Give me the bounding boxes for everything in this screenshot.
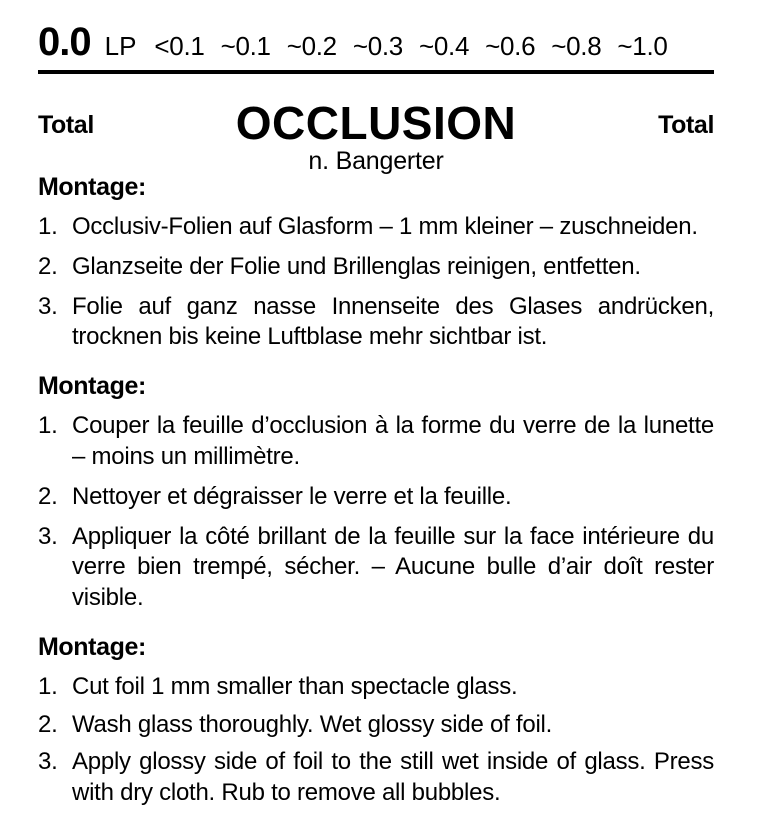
step-number: 2. (38, 710, 58, 738)
scale-value: ~0.6 (485, 31, 536, 61)
list-item (38, 522, 714, 614)
step-text: Couper la feuille d’occlusion à la forme du verre de la lunette – moins un millimètre. (72, 412, 714, 471)
title-band (38, 97, 714, 175)
section-heading: Montage: (38, 372, 146, 401)
instruction-section-german (38, 172, 714, 353)
step-number: 2. (38, 252, 58, 280)
step-number: 3. (38, 522, 58, 550)
step-text: Folie auf ganz nasse Innenseite des Glases andrücken, trocknen bis keine Luftblase mehr sichtbar ist. (72, 292, 714, 351)
list-item (38, 212, 714, 243)
scale-lp-label: LP (104, 31, 137, 61)
section-heading: Montage: (38, 632, 146, 661)
step-number: 1. (38, 672, 58, 700)
step-list (38, 672, 714, 809)
list-item (38, 411, 714, 472)
scale-value: ~0.1 (220, 31, 271, 61)
scale-value: ~1.0 (617, 31, 668, 61)
scale-value: ~0.8 (551, 31, 602, 61)
step-text: Apply glossy side of foil to the still wet inside of glass. Press with dry cloth. Rub to remove all bubbles. (72, 748, 714, 807)
step-text: Appliquer la côté brillant de la feuille sur la face intérieure du verre bien trempé, sécher. – Aucune bulle d’air doît rester visible. (72, 522, 714, 611)
step-number: 3. (38, 292, 58, 320)
page-subtitle: n. Bangerter (308, 147, 444, 175)
step-number: 2. (38, 482, 58, 510)
scale-value: ~0.2 (286, 31, 337, 61)
page-title: OCCLUSION (235, 97, 517, 149)
scale-value: ~0.3 (352, 31, 403, 61)
scale-zero-label: 0.0 (38, 20, 91, 64)
step-list (38, 411, 714, 613)
section-heading: Montage: (38, 173, 146, 201)
step-number: 1. (38, 412, 58, 440)
list-item (38, 672, 714, 703)
scale-value: <0.1 (154, 31, 205, 61)
step-text: Cut foil 1 mm smaller than spectacle glass. (72, 672, 518, 700)
total-label-right: Total (658, 111, 714, 139)
step-text: Occlusiv-Folien auf Glasform – 1 mm kleiner – zuschneiden. (72, 213, 698, 241)
step-text: Glanzseite der Folie und Brillenglas reinigen, entfetten. (72, 252, 641, 280)
list-item (38, 747, 714, 808)
list-item (38, 710, 714, 741)
step-number: 1. (38, 213, 58, 241)
list-item (38, 292, 714, 353)
step-text: Wash glass thoroughly. Wet glossy side of foil. (72, 710, 553, 738)
total-label-left: Total (38, 111, 94, 139)
list-item (38, 482, 714, 513)
step-number: 3. (38, 748, 58, 776)
density-scale-row (38, 22, 714, 66)
instruction-sections (38, 172, 714, 816)
header-divider-rule (38, 70, 714, 74)
scale-value-list (154, 33, 667, 59)
list-item (38, 252, 714, 283)
scale-value: ~0.4 (418, 31, 470, 61)
step-list (38, 212, 714, 353)
step-text: Nettoyer et dégraisser le verre et la feuille. (72, 482, 512, 510)
instruction-section-french (38, 371, 714, 614)
instruction-section-english (38, 632, 714, 809)
